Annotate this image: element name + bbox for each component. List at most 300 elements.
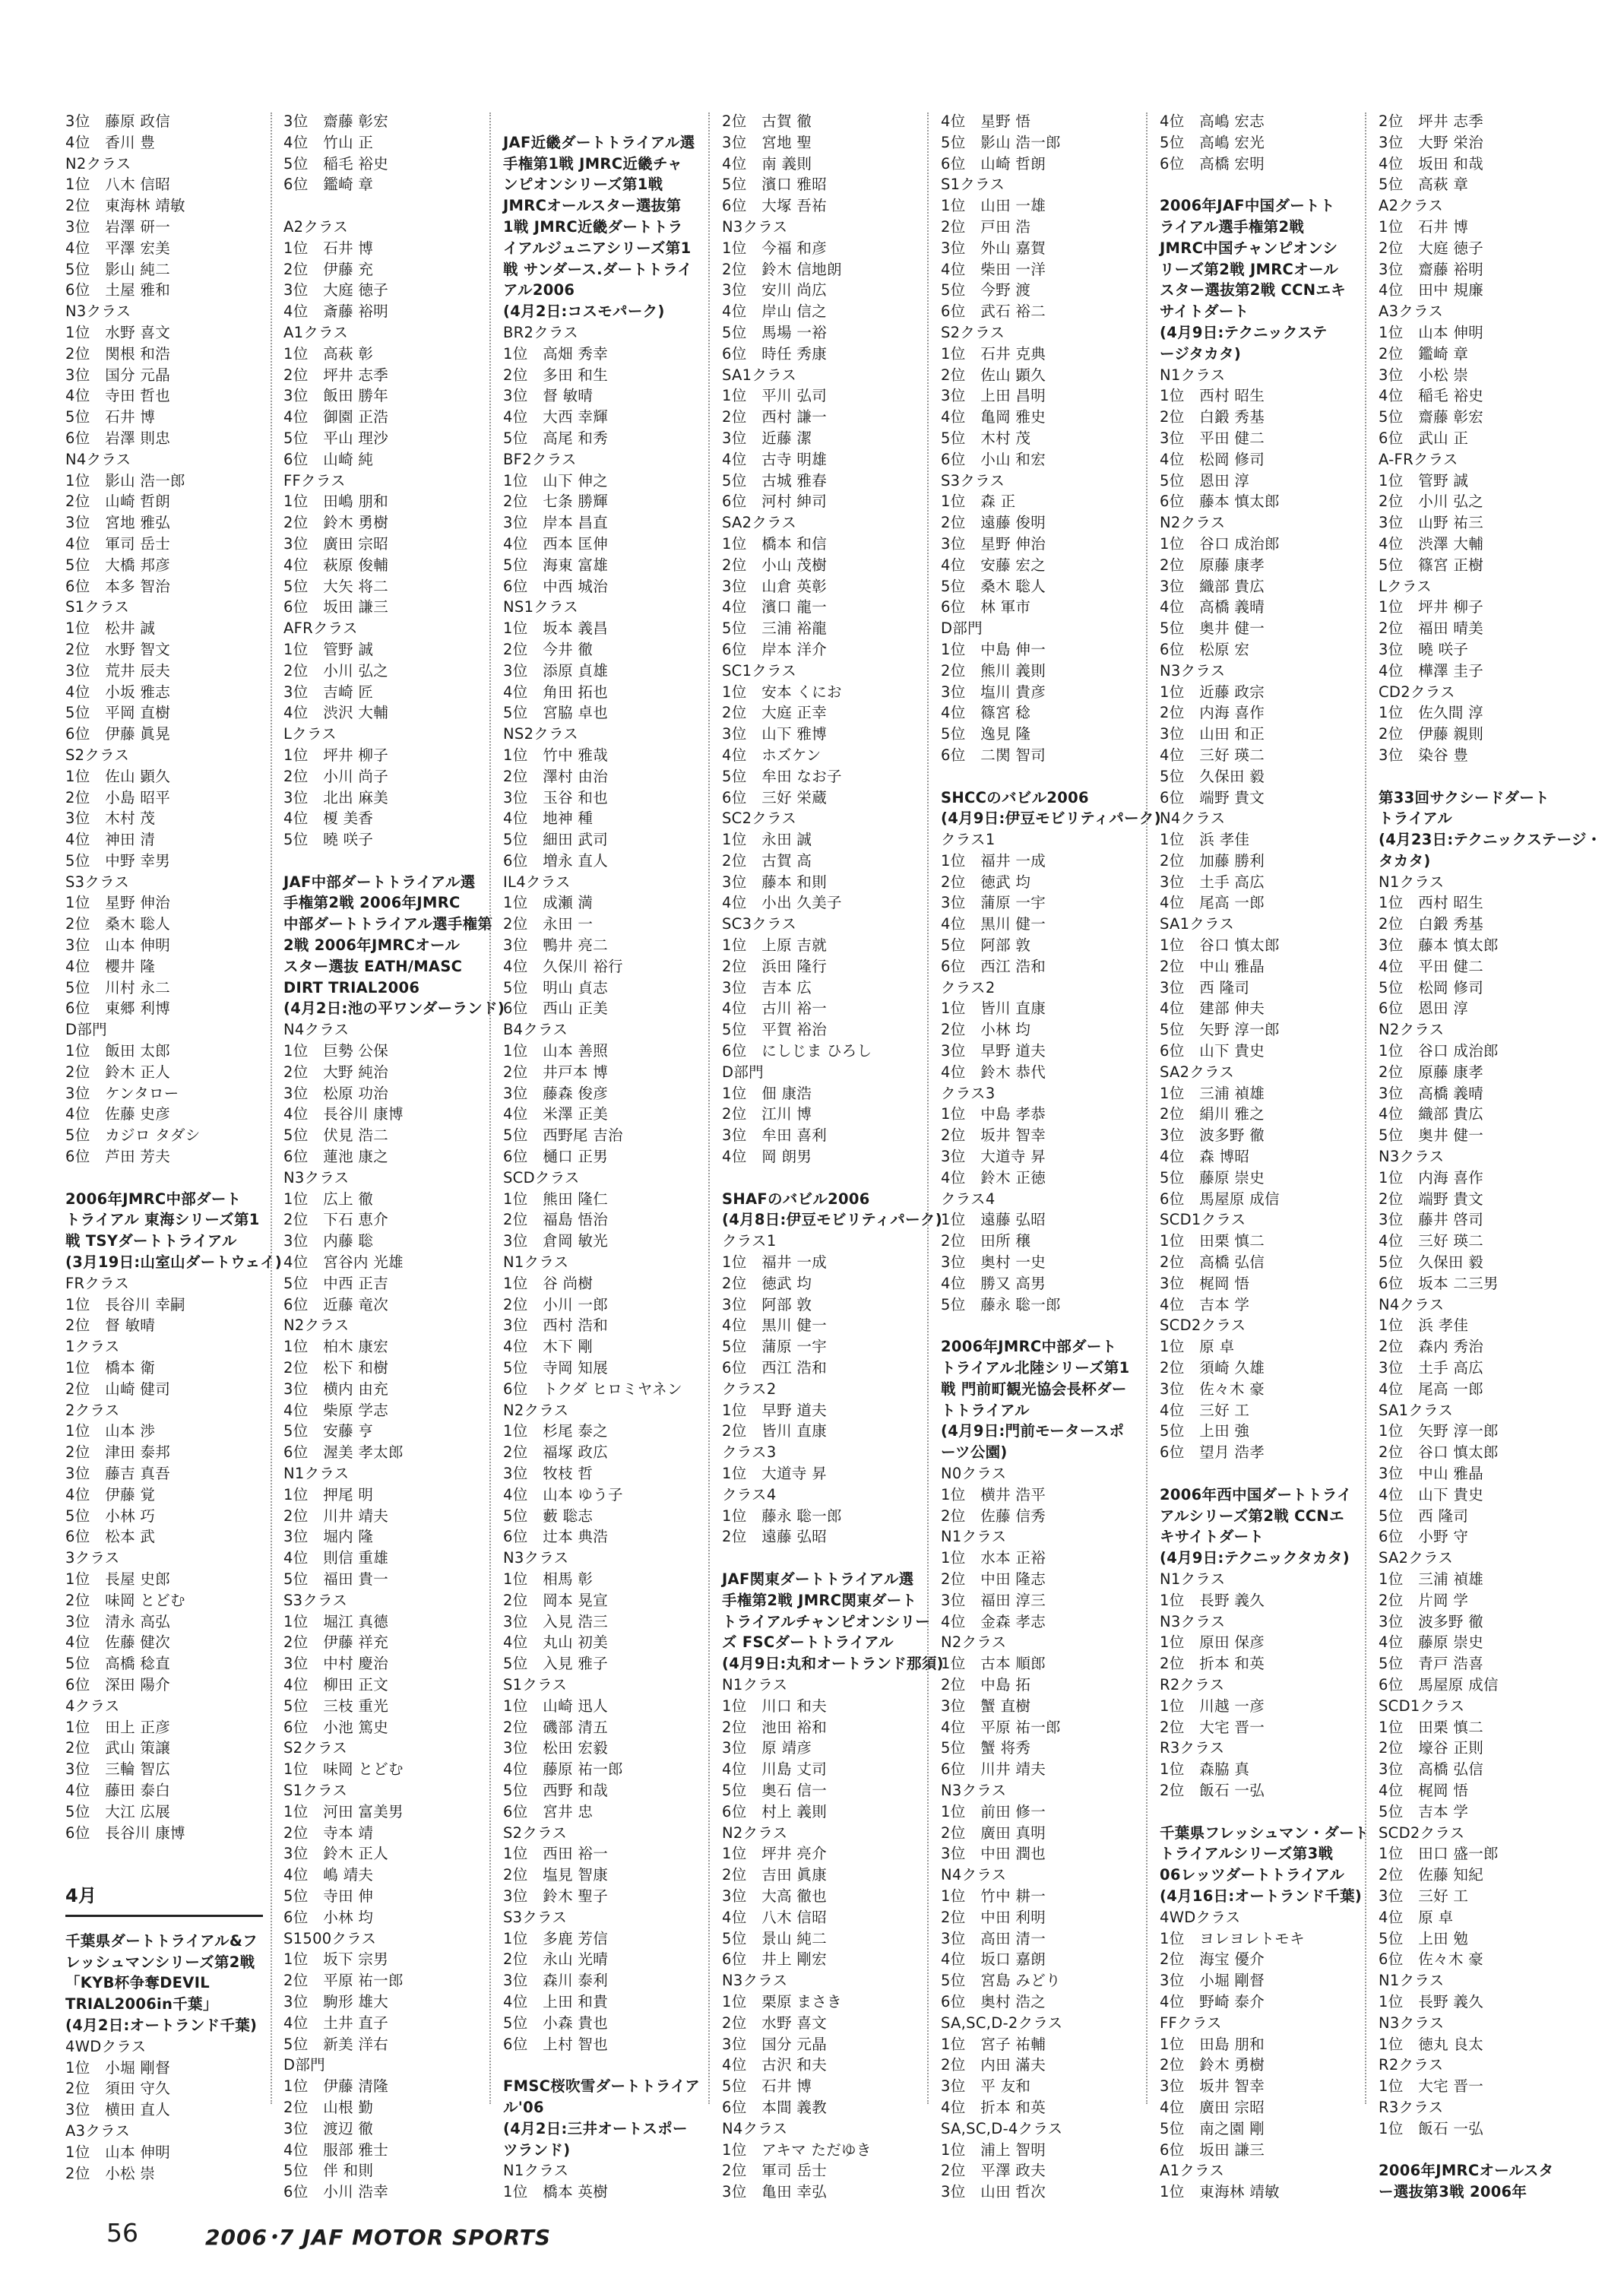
class-heading: クラス4 [941, 1190, 996, 1208]
result-row: 6位 山下 貴史 [1160, 1042, 1265, 1060]
result-row: 3位 土手 高広 [1379, 1359, 1484, 1377]
result-row: 2位 永田 一 [503, 915, 594, 933]
result-row: 1位 今福 和彦 [722, 239, 828, 257]
result-row: 2位 須崎 久雄 [1160, 1359, 1265, 1377]
result-row: 2位 大庭 徳子 [1379, 239, 1484, 257]
class-heading: S1クラス [503, 1675, 568, 1694]
result-row: 3位 鴨井 亮二 [503, 936, 609, 955]
class-heading: D部門 [722, 1063, 764, 1081]
event-heading-line: 06レッツダートトライアル [1160, 1866, 1345, 1884]
result-row: 1位 福井 一成 [941, 851, 1046, 870]
result-row: 2位 平原 祐一郎 [283, 1972, 404, 1990]
class-heading: Lクラス [1379, 577, 1432, 595]
result-row: 3位 波多野 徹 [1379, 1612, 1484, 1630]
result-row: 3位 山田 和正 [1160, 725, 1265, 743]
result-row: 1位 田嶋 朋和 [283, 493, 389, 511]
result-row: 2位 熊川 義則 [941, 661, 1046, 680]
class-heading: AFRクラス [283, 619, 358, 638]
result-row: 4位 嶋 靖夫 [283, 1866, 374, 1884]
result-row: 5位 伴 和則 [283, 2162, 374, 2180]
result-row: 6位 深田 陽介 [65, 1675, 171, 1694]
class-heading: N3クラス [722, 1972, 788, 1990]
event-heading-line: (4月2日:オートランド千葉) [65, 2016, 258, 2034]
result-row: 6位 長谷川 康博 [65, 1823, 185, 1842]
result-row: 4位 梶岡 悟 [1379, 1781, 1469, 1799]
result-row: 6位 坂田 謙三 [283, 598, 389, 616]
result-row: 1位 谷口 成治郎 [1379, 1042, 1499, 1060]
result-row: 3位 宮地 聖 [722, 133, 812, 151]
event-heading-line: (4月2日:池の平ワンダーランド) [283, 1000, 505, 1018]
class-heading: N4クラス [283, 1021, 350, 1039]
result-row: 2位 鈴木 正人 [65, 1063, 171, 1081]
class-heading: NS2クラス [503, 725, 579, 743]
result-row: 5位 細田 武司 [503, 831, 609, 849]
result-row: 6位 馬屋原 成信 [1160, 1190, 1280, 1208]
event-heading-line: ージタカタ) [1160, 344, 1242, 363]
result-row: 5位 福田 貴一 [283, 1570, 389, 1588]
spacer [941, 766, 1132, 787]
result-row: 2位 伊藤 親則 [1379, 725, 1484, 743]
event-heading-line: JAF関東ダートトライアル選 [722, 1570, 914, 1588]
event-heading-line: JMRC中国チャンピオンシ [1160, 239, 1338, 257]
result-row: 1位 長野 義久 [1379, 1992, 1484, 2010]
class-heading: N3クラス [1379, 2014, 1445, 2032]
result-row: 2位 津田 泰邦 [65, 1443, 171, 1462]
class-heading: N3クラス [1160, 1612, 1226, 1630]
result-row: 5位 牟田 なお子 [722, 767, 842, 785]
result-row: 5位 桑木 聡人 [941, 577, 1046, 595]
event-heading-line: イアルジュニアシリーズ第1 [503, 239, 692, 257]
result-row: 6位 山崎 純 [283, 450, 374, 468]
result-row: 2位 七条 勝輝 [503, 493, 609, 511]
result-row: 1位 坂下 宗男 [283, 1950, 389, 1969]
result-row: 3位 山田 哲次 [941, 2183, 1046, 2201]
result-row: 2位 壕谷 正則 [1379, 1739, 1484, 1757]
result-row: 3位 廣田 宗昭 [283, 534, 389, 553]
class-heading: N2クラス [65, 154, 131, 173]
event-heading-line: (4月2日:三井オートスポー [503, 2119, 688, 2137]
result-row: 3位 曉 咲子 [1379, 640, 1469, 658]
event-heading-line: 2006年JMRC中部ダート [65, 1190, 242, 1208]
event-heading-line: (4月23日:テクニックステージ・ [1379, 831, 1602, 849]
result-row: 6位 佐々木 豪 [1379, 1950, 1484, 1969]
result-row: 5位 影山 浩一郎 [941, 133, 1061, 151]
result-row: 4位 西本 匡伸 [503, 534, 609, 553]
result-row: 5位 大江 広展 [65, 1802, 171, 1820]
result-row: 5位 藤原 崇史 [1160, 1168, 1265, 1187]
result-row: 6位 西江 浩和 [722, 1359, 828, 1377]
spacer [722, 1168, 912, 1189]
spacer [503, 111, 699, 132]
event-heading-line: レッシュマンシリーズ第2戦 [65, 1953, 255, 1971]
class-heading: クラス2 [941, 978, 996, 996]
result-row: 6位 本間 義教 [722, 2098, 828, 2116]
class-heading: N3クラス [1379, 1148, 1445, 1166]
result-row: 2位 軍司 岳士 [722, 2162, 828, 2180]
result-row: 5位 奥井 健一 [1160, 619, 1265, 638]
class-heading: クラス4 [722, 1485, 777, 1503]
result-row: 5位 明山 貞志 [503, 978, 609, 996]
result-row: 2位 佐藤 信秀 [941, 1507, 1046, 1525]
class-heading: R2クラス [1379, 2056, 1444, 2074]
result-row: 2位 原藤 康孝 [1160, 556, 1265, 574]
result-row: 1位 堀江 真德 [283, 1612, 389, 1630]
result-row: 3位 松田 宏毅 [503, 1739, 609, 1757]
result-row: 3位 岸本 昌直 [503, 514, 609, 532]
magazine-title: 2006･7 JAF MOTOR SPORTS [205, 2225, 552, 2250]
result-row: 2位 中田 隆志 [941, 1570, 1046, 1588]
result-row: 5位 宮脇 卓也 [503, 704, 609, 722]
result-row: 3位 平 友和 [941, 2077, 1031, 2096]
result-row: 1位 高萩 彰 [283, 344, 374, 363]
column-divider [927, 112, 929, 2104]
result-row: 5位 中西 正吉 [283, 1274, 389, 1292]
event-heading-line: 戦 TSYダートトライアル [65, 1232, 237, 1250]
result-row: 4位 三好 瑛二 [1160, 746, 1265, 764]
result-row: 1位 河田 富美男 [283, 1802, 404, 1820]
result-row: 1位 平川 弘司 [722, 387, 828, 405]
result-row: 6位 小池 篤史 [283, 1718, 389, 1736]
class-heading: A2クラス [283, 217, 349, 236]
result-row: 6位 河村 紳司 [722, 493, 828, 511]
result-row: 1位 谷 尚樹 [503, 1274, 594, 1292]
result-row: 2位 廣田 真明 [941, 1823, 1046, 1842]
result-row: 1位 水野 喜文 [65, 323, 171, 341]
class-heading: N4クラス [1160, 810, 1226, 828]
event-heading-line: 千葉県ダートトライアル&フ [65, 1931, 258, 1950]
result-row: 3位 駒形 雄大 [283, 1992, 389, 2010]
result-row: 4位 伊藤 覚 [65, 1485, 156, 1503]
result-row: 4位 森 博昭 [1160, 1148, 1250, 1166]
result-row: 2位 味岡 とどむ [65, 1591, 185, 1609]
class-heading: D部門 [283, 2056, 325, 2074]
result-row: 1位 柏木 康宏 [283, 1338, 389, 1356]
result-row: 3位 山野 祐三 [1379, 514, 1484, 532]
results-column [65, 111, 283, 2184]
result-row: 1位 西村 昭生 [1379, 894, 1484, 912]
event-heading-line: ーツ公園) [941, 1443, 1008, 1462]
result-row: 2位 鑑崎 章 [1379, 344, 1469, 363]
event-heading-line: キサイトダート [1160, 1528, 1265, 1546]
result-row: 5位 濱口 雅昭 [722, 176, 828, 194]
result-row: 5位 曉 咲子 [283, 831, 374, 849]
class-heading: SCD1クラス [1379, 1697, 1465, 1715]
class-heading: FFクラス [283, 471, 346, 490]
class-heading: A1クラス [1160, 2162, 1225, 2180]
result-row: 1位 福井 一成 [722, 1253, 828, 1272]
result-row: 5位 石井 博 [722, 2077, 812, 2096]
result-row: 6位 土屋 雅和 [65, 281, 171, 299]
result-row: 6位 上村 智也 [503, 2035, 609, 2053]
event-heading-line: DIRT TRIAL2006 [283, 978, 420, 996]
result-row: 3位 高橋 義晴 [1379, 1084, 1484, 1102]
result-row: 4位 宮谷内 光雄 [283, 1253, 404, 1272]
event-heading-line: (4月9日:テクニックタカタ) [1160, 1549, 1350, 1567]
result-row: 1位 三浦 禎雄 [1160, 1084, 1265, 1102]
class-heading: SCD2クラス [1160, 1317, 1246, 1335]
result-row: 4位 金森 孝志 [941, 1612, 1046, 1630]
class-heading: 2位 坪井 志季 [1379, 112, 1484, 130]
result-row: 3位 国分 元晶 [722, 2035, 828, 2053]
result-row: 2位 永山 光晴 [503, 1950, 609, 1969]
result-row: 3位 齋藤 裕明 [1379, 260, 1484, 278]
result-row: 5位 三枝 重光 [283, 1697, 389, 1715]
result-row: 1位 上原 吉就 [722, 936, 828, 955]
result-row: 3位 三輪 智広 [65, 1760, 171, 1779]
result-row: 5位 阿部 敦 [941, 936, 1031, 955]
result-row: 4位 岡 朗男 [722, 1148, 812, 1166]
result-row: 4位 丸山 初美 [503, 1633, 609, 1652]
result-row: 6位 伊藤 眞晃 [65, 725, 171, 743]
result-row: 2位 端野 貴文 [1379, 1190, 1484, 1208]
month-rule [65, 1915, 263, 1917]
result-row: 3位 松原 功治 [283, 1084, 389, 1102]
class-heading: A3クラス [1379, 303, 1444, 321]
result-row: 1位 山本 善照 [503, 1042, 609, 1060]
result-row: 1位 多鹿 芳信 [503, 1929, 609, 1947]
result-row: 4位 松岡 修司 [1160, 450, 1265, 468]
result-row: 3位 玉谷 和也 [503, 788, 609, 806]
result-row: 3位 藤森 俊彦 [503, 1084, 609, 1102]
results-column [503, 111, 699, 2203]
class-heading: S1クラス [283, 1781, 348, 1799]
results-column [941, 111, 1161, 2203]
result-row: 1位 中島 孝恭 [941, 1105, 1046, 1123]
result-row: 6位 望月 浩孝 [1160, 1443, 1265, 1462]
result-row: 5位 高嶋 宏光 [1160, 133, 1265, 151]
result-row: 1位 松井 誠 [65, 619, 156, 638]
result-row: 3位 木村 茂 [65, 810, 156, 828]
result-row: 1位 伊藤 清隆 [283, 2077, 389, 2096]
result-row: 2位 白鍛 秀基 [1379, 915, 1484, 933]
result-row: 2位 東海林 靖敏 [65, 197, 185, 215]
spacer [722, 1548, 912, 1569]
result-row: 3位 横田 直人 [65, 2101, 171, 2119]
result-row: 1位 皆川 直康 [941, 1000, 1046, 1018]
result-row: 3位 原 靖彦 [722, 1739, 812, 1757]
result-row: 2位 小川 弘之 [1379, 493, 1484, 511]
result-row: 5位 蒲原 一宇 [722, 1338, 828, 1356]
class-heading: N1クラス [941, 1528, 1007, 1546]
result-row: 4位 山下 貴史 [1379, 1485, 1484, 1503]
class-heading: N4クラス [65, 450, 131, 468]
result-row: 5位 逸見 隆 [941, 725, 1031, 743]
result-row: 1位 橋本 英樹 [503, 2183, 609, 2201]
result-row: 6位 武石 裕二 [941, 303, 1046, 321]
result-row: 3位 山倉 英彰 [722, 577, 828, 595]
column-divider [489, 112, 491, 2104]
result-row: 1位 山田 一雄 [941, 197, 1046, 215]
result-row: 3位 上田 昌明 [941, 387, 1046, 405]
result-row: 3位 奥村 一史 [941, 1253, 1046, 1272]
result-row: 1位 竹中 耕一 [941, 1887, 1046, 1905]
event-heading-line: (3月19日:山室山ダートウェイ) [65, 1253, 283, 1272]
result-row: 5位 高橋 稔直 [65, 1655, 171, 1673]
class-heading: SA1クラス [1160, 915, 1235, 933]
result-row: 1位 アキマ ただゆき [722, 2140, 872, 2159]
result-row: 3位 藤吉 真吾 [65, 1465, 171, 1482]
class-heading: N0クラス [941, 1465, 1007, 1482]
class-heading: 1クラス [65, 1338, 120, 1356]
result-row: 2位 佐山 顕久 [941, 366, 1046, 384]
result-row: 1位 宮子 祐輔 [941, 2035, 1046, 2053]
result-row: 2位 加藤 勝利 [1160, 851, 1265, 870]
result-row: 3位 染谷 豊 [1379, 746, 1469, 764]
result-row: 4位 建部 伸夫 [1160, 1000, 1265, 1018]
result-row: 6位 井上 剛宏 [722, 1950, 828, 1969]
event-heading-line: JAF中部ダートトライアル選 [283, 873, 476, 891]
result-row: 3位 小松 崇 [1379, 366, 1469, 384]
result-row: 6位 武山 正 [1379, 429, 1469, 447]
result-row: 6位 林 軍市 [941, 598, 1031, 616]
result-row: 5位 小林 巧 [65, 1507, 156, 1525]
event-heading-line: トライアルシリーズ第3戦 [1160, 1845, 1334, 1863]
result-row: 6位 松本 武 [65, 1528, 156, 1546]
result-row: 2位 水野 喜文 [722, 2014, 828, 2032]
result-row: 1位 矢野 淳一郎 [1379, 1422, 1499, 1440]
result-row: 1位 原田 保彦 [1160, 1633, 1265, 1652]
result-row: 5位 吉本 学 [1379, 1802, 1469, 1820]
result-row: 4位 吉本 学 [1160, 1295, 1250, 1313]
class-heading: 4WDクラス [1160, 1908, 1241, 1926]
class-heading: N1クラス [503, 2162, 569, 2180]
result-row: 2位 山崎 健司 [65, 1380, 171, 1398]
result-row: 3位 清永 高弘 [65, 1612, 171, 1630]
result-row: 5位 小森 貴也 [503, 2014, 609, 2032]
result-row: 2位 下石 恵介 [283, 1211, 389, 1229]
event-heading-line: ー選抜第3戦 2006年 [1379, 2183, 1527, 2201]
result-row: 5位 高尾 和秀 [503, 429, 609, 447]
result-row: 1位 佃 康浩 [722, 1084, 812, 1102]
result-row: 1位 前田 修一 [941, 1802, 1046, 1820]
result-row: 3位 渡辺 徹 [283, 2119, 374, 2137]
class-heading: N2クラス [941, 1633, 1007, 1652]
result-row: 5位 大矢 将二 [283, 577, 389, 595]
spacer [1160, 174, 1351, 195]
result-row: 2位 飯石 一弘 [1160, 1781, 1265, 1799]
result-row: 6位 端野 貴文 [1160, 788, 1265, 806]
event-heading-line: トトライアル [941, 1401, 1030, 1419]
results-column [283, 111, 505, 2203]
result-row: 1位 浜 孝佳 [1160, 831, 1250, 849]
class-heading: D部門 [941, 619, 983, 638]
result-row: 1位 管野 誠 [1379, 471, 1469, 490]
result-row: 2位 鈴木 勇樹 [283, 514, 389, 532]
class-heading: A3クラス [65, 2121, 131, 2140]
result-row: 5位 安藤 亨 [283, 1422, 374, 1440]
event-heading-line: 2006年JAF中国ダートト [1160, 197, 1335, 215]
result-row: 2位 鈴木 勇樹 [1160, 2056, 1265, 2074]
result-row: 4位 川島 丈司 [722, 1760, 828, 1779]
result-row: 4位 鈴木 正徳 [941, 1168, 1046, 1187]
result-row: 2位 関根 和浩 [65, 344, 171, 363]
class-heading: R2クラス [1160, 1675, 1225, 1694]
result-row: 3位 西 隆司 [1160, 978, 1250, 996]
result-row: 3位 添原 貞雄 [503, 661, 609, 680]
event-heading-line: 手権第1戦 JMRC近畿チャ [503, 154, 682, 173]
event-heading-line: (4月8日:伊豆モビリティパーク) [722, 1211, 942, 1229]
result-row: 4位 高橋 義晴 [1160, 598, 1265, 616]
class-heading: S1クラス [65, 598, 130, 616]
result-row: 1位 谷口 慎太郎 [1160, 936, 1280, 955]
result-row: 2位 遠藤 俊明 [941, 514, 1046, 532]
result-row: 4位 鈴木 恭代 [941, 1063, 1046, 1081]
result-row: 5位 伏見 浩二 [283, 1126, 389, 1145]
result-row: 6位 小川 浩幸 [283, 2183, 389, 2201]
result-row: 2位 西村 謙一 [722, 408, 828, 426]
result-row: 6位 中西 城治 [503, 577, 609, 595]
event-heading-line: 中部ダートトライアル選手権第 [283, 915, 493, 933]
result-row: 6位 坂本 二三男 [1379, 1274, 1499, 1292]
result-row: 3位 福田 淳三 [941, 1591, 1046, 1609]
class-heading: A-FRクラス [1379, 450, 1458, 468]
result-row: 2位 古賀 高 [722, 851, 812, 870]
result-row: 2位 佐藤 知紀 [1379, 1866, 1484, 1884]
event-heading-line: 手権第2戦 2006年JMRC [283, 894, 461, 912]
result-row: 6位 蓮池 康之 [283, 1148, 389, 1166]
results-column [1160, 111, 1369, 2203]
event-heading-line: アルシリーズ第2戦 CCNエ [1160, 1507, 1344, 1525]
result-row: 6位 西山 正美 [503, 1000, 609, 1018]
class-heading: R3クラス [1160, 1739, 1225, 1757]
result-row: 6位 高橋 宏明 [1160, 154, 1265, 173]
class-heading: N4クラス [941, 1866, 1007, 1884]
class-heading: S2クラス [65, 746, 130, 764]
result-row: 1位 長野 義久 [1160, 1591, 1265, 1609]
result-row: 6位 渥美 孝太郎 [283, 1443, 404, 1462]
result-row: 2位 伊藤 祥充 [283, 1633, 389, 1652]
result-row: 1位 小堀 剛督 [65, 2058, 171, 2077]
result-row: 2位 中島 拓 [941, 1675, 1031, 1694]
result-row: 6位 川井 靖夫 [941, 1760, 1046, 1779]
results-column [1379, 111, 1602, 2203]
result-row: 4位 地神 種 [503, 810, 594, 828]
result-row: 2位 小川 一郎 [503, 1295, 609, 1313]
result-row: 5位 久保田 毅 [1379, 1253, 1484, 1272]
result-row: 6位 東郷 利博 [65, 1000, 171, 1018]
result-row: 1位 水本 正裕 [941, 1549, 1046, 1567]
class-heading: 4WDクラス [65, 2037, 147, 2055]
result-row: 4位 岸山 信之 [722, 303, 828, 321]
class-heading: SC1クラス [722, 661, 797, 680]
result-row: 1位 東海林 靖敏 [1160, 2183, 1280, 2201]
result-row: 5位 川村 永二 [65, 978, 171, 996]
result-row: 2位 遠藤 弘昭 [722, 1528, 828, 1546]
result-row: 2位 福田 晴美 [1379, 619, 1484, 638]
result-row: 2位 水野 智文 [65, 640, 171, 658]
result-row: 1位 横井 浩平 [941, 1485, 1046, 1503]
result-row: 2位 原藤 康孝 [1379, 1063, 1484, 1081]
result-row: 3位 西村 浩和 [503, 1317, 609, 1335]
class-heading: BR2クラス [503, 323, 579, 341]
result-row: 1位 古本 順郎 [941, 1655, 1046, 1673]
result-row: 1位 石井 博 [1379, 217, 1469, 236]
result-row: 3位 三好 工 [1379, 1887, 1469, 1905]
result-row: 1位 石井 克典 [941, 344, 1046, 363]
result-row: 5位 平山 理沙 [283, 429, 389, 447]
result-row: 4位 長谷川 康博 [283, 1105, 404, 1123]
event-heading-line: スター選抜 EATH/MASC [283, 957, 463, 975]
class-heading: N3クラス [941, 1781, 1007, 1799]
class-heading: S2クラス [283, 1739, 348, 1757]
result-row: 4位 藤田 泰白 [65, 1781, 171, 1799]
result-row: 2位 伊藤 充 [283, 260, 374, 278]
result-row: 1位 佐久間 淳 [1379, 704, 1484, 722]
result-row: 5位 青戸 浩喜 [1379, 1655, 1484, 1673]
result-row: 3位 倉岡 敏光 [503, 1232, 609, 1250]
result-row: 5位 矢野 淳一郎 [1160, 1021, 1280, 1039]
result-row: 4位 古川 裕一 [722, 1000, 828, 1018]
